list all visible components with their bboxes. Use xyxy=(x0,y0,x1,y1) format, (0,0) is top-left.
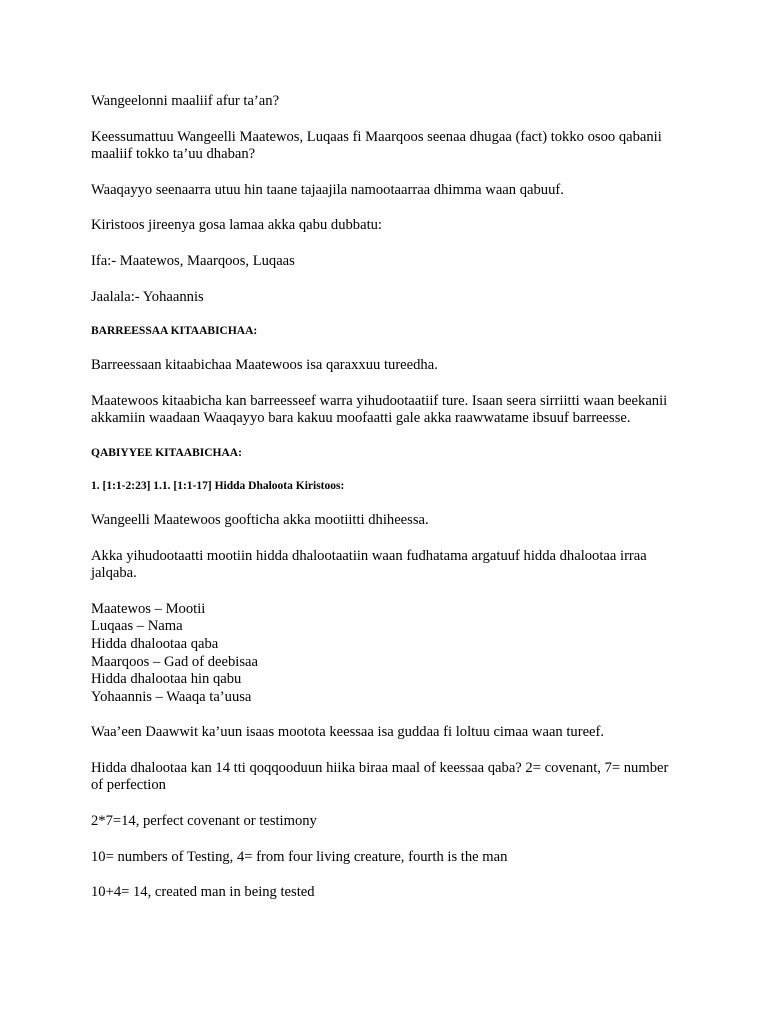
list-item: Hidda dhalootaa hin qabu xyxy=(91,671,242,688)
paragraph-testing-numbers: 10= numbers of Testing, 4= from four living creature, fourth is the man xyxy=(91,848,508,865)
paragraph-fourteen-meaning: Hidda dhalootaa kan 14 tti qoqqooduun hiika biraa maal of keessaa qaba? 2= covenant, 7= number of perfection xyxy=(91,759,669,794)
paragraph-author-name: Barreessaan kitaabichaa Maatewoos isa qaraxxuu tureedha. xyxy=(91,357,438,374)
list-item: Maatewos – Mootii xyxy=(91,600,206,617)
paragraph-ifa: Ifa:- Maatewos, Maarqoos, Luqaas xyxy=(91,252,295,269)
paragraph-synoptic-question: Keessumattuu Wangeelli Maatewos, Luqaas fi Maarqoos seenaa dhugaa (fact) tokko osoo qabanii maaliif tokko ta’uu dhaban? xyxy=(91,128,662,163)
paragraph-perfect-covenant: 2*7=14, perfect covenant or testimony xyxy=(91,813,317,830)
gospel-comparison-list xyxy=(91,601,681,707)
paragraph-author-purpose: Maatewoos kitaabicha kan barreesseef warra yihudootaatiif ture. Isaan seera sirriitti waan beekanii akkamiin waadaan Waaqayyo bara kakuu moofaatti gale akka raawwatame ibsuuf barreesse. xyxy=(91,392,668,427)
paragraph-two-lives: Kiristoos jireenya gosa lamaa akka qabu dubbatu: xyxy=(91,217,382,234)
document-page xyxy=(91,93,681,920)
paragraph-king-presentation: Wangeelli Maatewoos goofticha akka mootiitti dhiheessa. xyxy=(91,511,429,528)
list-item: Yohaannis – Waaqa ta’uusa xyxy=(91,688,252,705)
heading-genealogy-section: 1. [1:1-2:23] 1.1. [1:1-17] Hidda Dhaloota Kiristoos: xyxy=(91,479,345,492)
heading-content: QABIYYEE KITAABICHAA: xyxy=(91,446,242,459)
paragraph-god-service: Waaqayyo seenaarra utuu hin taane tajaajila namootaarraa dhimma waan qabuuf. xyxy=(91,181,564,198)
heading-author: BARREESSAA KITAABICHAA: xyxy=(91,325,258,338)
paragraph-david: Waa’een Daawwit ka’uun isaas mootota keessaa isa guddaa fi loltuu cimaa waan tureef. xyxy=(91,724,605,741)
list-item: Hidda dhalootaa qaba xyxy=(91,635,219,652)
paragraph-jaalala: Jaalala:- Yohaannis xyxy=(91,288,204,305)
list-item: Luqaas – Nama xyxy=(91,618,183,635)
list-item: Maarqoos – Gad of deebisaa xyxy=(91,653,258,670)
paragraph-created-man: 10+4= 14, created man in being tested xyxy=(91,884,315,901)
paragraph-genealogy-start: Akka yihudootaatti mootiin hidda dhalootaatiin waan fudhatama argatuuf hidda dhalootaa irraa jalqaba. xyxy=(91,547,647,582)
paragraph-question-four-gospels: Wangeelonni maaliif afur ta’an? xyxy=(91,93,280,109)
